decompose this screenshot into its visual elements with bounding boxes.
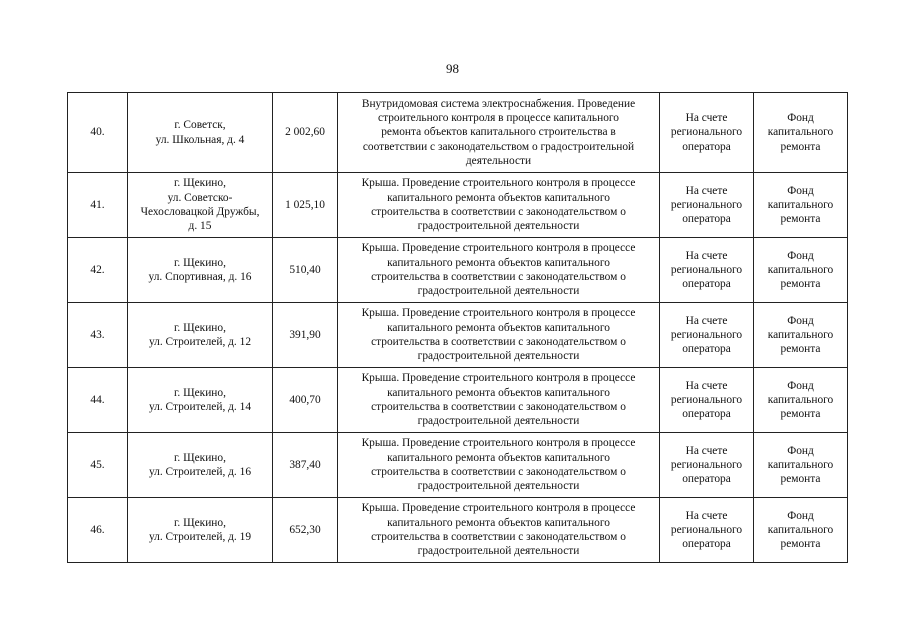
source-line: капитального [767, 126, 834, 139]
table-row [68, 433, 848, 498]
source-line: Фонд [787, 444, 814, 457]
address-line: ул. Строителей, д. 14 [148, 401, 252, 413]
address-line: ул. Строителей, д. 16 [148, 466, 252, 478]
work-line: капитального ремонта объектов капитального [387, 386, 610, 399]
address-line: г. Щекино, [174, 386, 226, 399]
address-cell [128, 368, 273, 433]
area-cell: 387,40 [273, 433, 338, 498]
account-line: регионального [670, 198, 743, 211]
source-line: капитального [767, 328, 834, 341]
account-line: регионального [670, 393, 743, 406]
area-cell: 391,90 [273, 303, 338, 368]
address-line: г. Щекино, [174, 321, 226, 334]
work-line: Крыша. Проведение строительного контроля в процессе [361, 307, 636, 320]
account-line: регионального [670, 523, 743, 536]
work-line: Крыша. Проведение строительного контроля в процессе [361, 177, 636, 190]
address-cell [128, 173, 273, 238]
table-row [68, 303, 848, 368]
funding-source-cell [754, 433, 848, 498]
address-line: д. 15 [188, 220, 212, 233]
account-line: оператора [682, 140, 731, 153]
work-line: капитального ремонта объектов капитального [387, 451, 610, 464]
area-cell: 510,40 [273, 238, 338, 303]
source-line: Фонд [787, 184, 814, 197]
address-line: ул. Строителей, д. 12 [148, 336, 252, 348]
address-cell [128, 498, 273, 563]
work-line: строительного контроля в процессе капитального [378, 112, 619, 125]
funding-source-cell [754, 498, 848, 563]
work-line: капитального ремонта объектов капитального [387, 516, 610, 529]
address-cell [128, 303, 273, 368]
work-line: градостроительной деятельности [417, 220, 580, 233]
work-line: строительства в соответствии с законодательством о [371, 466, 626, 478]
account-line: регионального [670, 328, 743, 341]
account-cell [660, 238, 754, 303]
account-line: На счете [685, 249, 728, 262]
work-description-cell [338, 238, 660, 303]
work-line: соответствии с законодательством о градостроительной [362, 140, 635, 153]
area-cell: 400,70 [273, 368, 338, 433]
page-number: 98 [446, 61, 459, 76]
source-line: Фонд [787, 249, 814, 262]
account-cell [660, 173, 754, 238]
work-line: градостроительной деятельности [417, 285, 580, 298]
funding-source-cell [754, 238, 848, 303]
account-line: На счете [685, 112, 728, 125]
work-description-cell [338, 433, 660, 498]
account-line: На счете [685, 509, 728, 522]
address-line: ул. Советско- [167, 191, 233, 204]
account-line: регионального [670, 458, 743, 471]
area-cell: 2 002,60 [273, 93, 338, 173]
account-line: На счете [685, 314, 728, 327]
source-line: Фонд [787, 314, 814, 327]
account-cell [660, 433, 754, 498]
account-line: оператора [682, 213, 731, 226]
work-description-cell [338, 303, 660, 368]
account-line: На счете [685, 379, 728, 392]
row-number-cell: 44. [68, 368, 128, 433]
row-number-cell: 41. [68, 173, 128, 238]
account-cell [660, 93, 754, 173]
source-line: Фонд [787, 379, 814, 392]
work-line: строительства в соответствии с законодательством о [371, 336, 626, 348]
table-row [68, 173, 848, 238]
work-line: ремонта объектов капитального строительства в [381, 126, 616, 139]
source-line: ремонта [780, 140, 821, 153]
work-line: строительства в соответствии с законодательством о [371, 401, 626, 413]
work-line: Крыша. Проведение строительного контроля в процессе [361, 502, 636, 515]
source-line: ремонта [780, 538, 821, 551]
address-line: г. Щекино, [174, 177, 226, 190]
account-cell [660, 303, 754, 368]
address-line: ул. Строителей, д. 19 [148, 531, 252, 543]
work-line: градостроительной деятельности [417, 480, 580, 493]
account-line: регионального [670, 263, 743, 276]
table-row [68, 368, 848, 433]
account-line: регионального [670, 126, 743, 139]
table-row [68, 498, 848, 563]
work-description-cell [338, 173, 660, 238]
row-number-cell: 46. [68, 498, 128, 563]
work-description-cell [338, 93, 660, 173]
row-number-cell: 40. [68, 93, 128, 173]
work-line: Крыша. Проведение строительного контроля в процессе [361, 437, 636, 450]
account-line: оператора [682, 408, 731, 421]
work-line: Крыша. Проведение строительного контроля в процессе [361, 242, 636, 255]
source-line: ремонта [780, 213, 821, 226]
work-line: градостроительной деятельности [417, 415, 580, 428]
address-cell [128, 238, 273, 303]
table-body [68, 93, 848, 563]
funding-source-cell [754, 173, 848, 238]
work-line: капитального ремонта объектов капитального [387, 256, 610, 269]
account-line: На счете [685, 444, 728, 457]
source-line: капитального [767, 523, 834, 536]
funding-source-cell [754, 93, 848, 173]
work-line: капитального ремонта объектов капитального [387, 191, 610, 204]
source-line: капитального [767, 198, 834, 211]
address-line: ул. Спортивная, д. 16 [148, 271, 252, 283]
row-number-cell: 42. [68, 238, 128, 303]
table-row [68, 93, 848, 173]
table-row [68, 238, 848, 303]
source-line: Фонд [787, 112, 814, 125]
source-line: капитального [767, 263, 834, 276]
repair-program-table [67, 92, 848, 563]
account-line: оператора [682, 538, 731, 551]
source-line: ремонта [780, 278, 821, 291]
source-line: капитального [767, 393, 834, 406]
address-cell [128, 93, 273, 173]
area-cell: 652,30 [273, 498, 338, 563]
work-line: строительства в соответствии с законодательством о [371, 271, 626, 283]
work-line: капитального ремонта объектов капитального [387, 321, 610, 334]
source-line: ремонта [780, 473, 821, 486]
work-line: Внутридомовая система электроснабжения. Проведение [361, 97, 636, 110]
account-cell [660, 498, 754, 563]
address-line: г. Щекино, [174, 256, 226, 269]
account-line: оператора [682, 278, 731, 291]
account-cell [660, 368, 754, 433]
work-line: деятельности [465, 154, 532, 167]
work-line: градостроительной деятельности [417, 350, 580, 363]
work-line: Крыша. Проведение строительного контроля в процессе [361, 372, 636, 385]
funding-source-cell [754, 303, 848, 368]
account-line: оператора [682, 343, 731, 356]
account-line: оператора [682, 473, 731, 486]
funding-source-cell [754, 368, 848, 433]
work-description-cell [338, 498, 660, 563]
source-line: ремонта [780, 343, 821, 356]
address-line: г. Щекино, [174, 516, 226, 529]
source-line: капитального [767, 458, 834, 471]
row-number-cell: 43. [68, 303, 128, 368]
row-number-cell: 45. [68, 433, 128, 498]
account-line: На счете [685, 184, 728, 197]
work-line: строительства в соответствии с законодательством о [371, 206, 626, 218]
address-cell [128, 433, 273, 498]
source-line: ремонта [780, 408, 821, 421]
work-line: строительства в соответствии с законодательством о [371, 531, 626, 543]
area-cell: 1 025,10 [273, 173, 338, 238]
address-line: г. Советск, [174, 119, 226, 132]
address-line: Чехословацкой Дружбы, [140, 206, 260, 218]
source-line: Фонд [787, 509, 814, 522]
work-line: градостроительной деятельности [417, 545, 580, 558]
address-line: г. Щекино, [174, 451, 226, 464]
address-line: ул. Школьная, д. 4 [155, 133, 245, 146]
work-description-cell [338, 368, 660, 433]
